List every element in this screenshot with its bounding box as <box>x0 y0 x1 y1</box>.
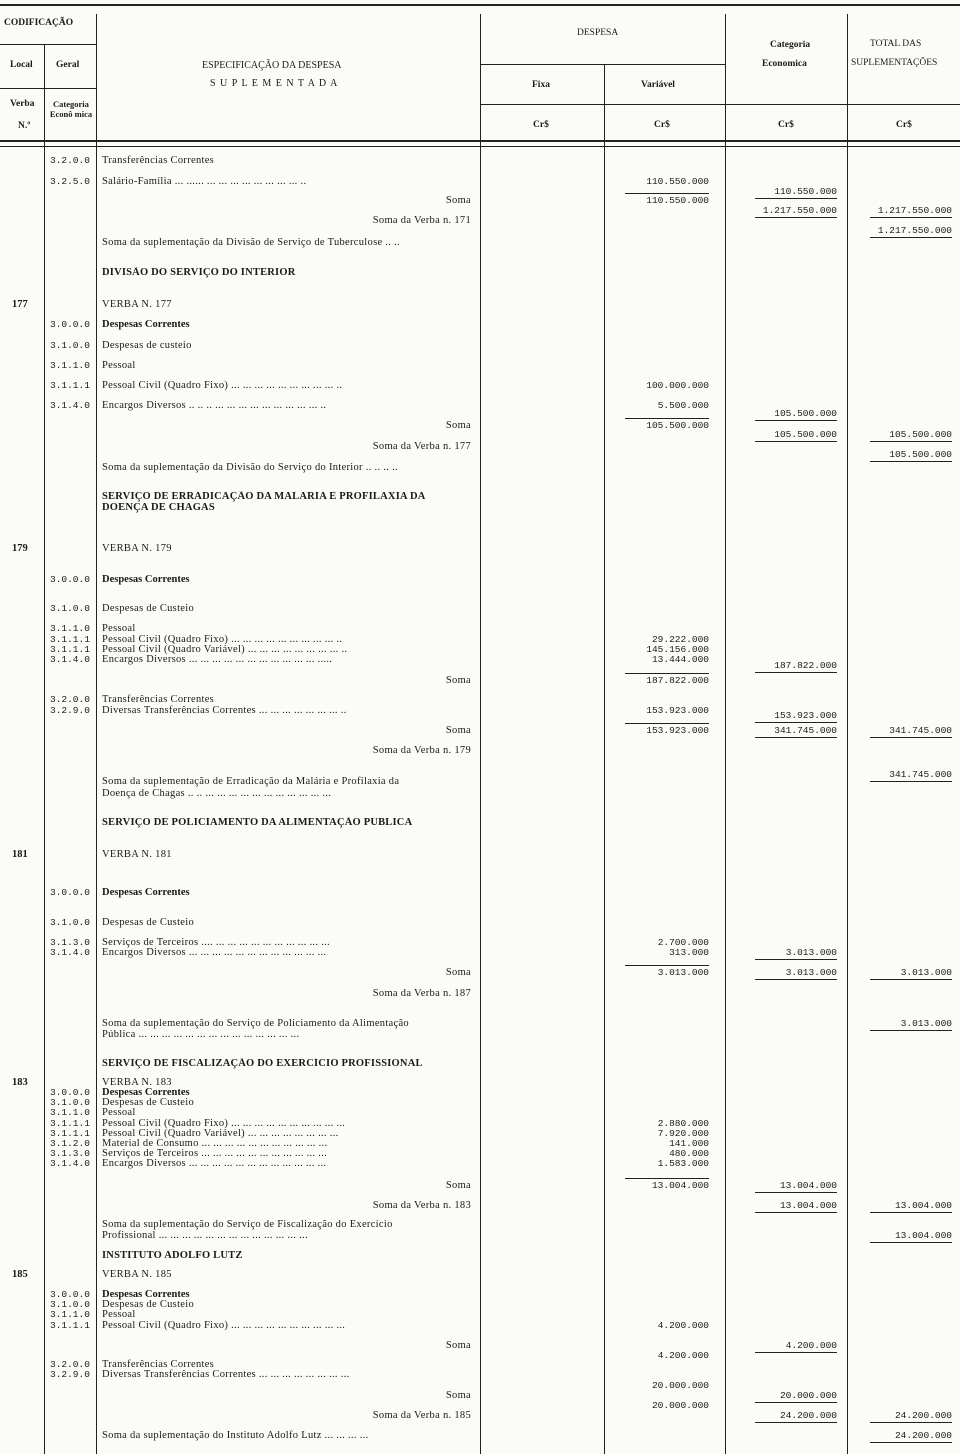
verba-number: 185 <box>12 1269 28 1280</box>
despesa-rule <box>480 64 725 65</box>
line-item-label: Soma da suplementação do Serviço de Policiamento da Alimentação <box>102 1018 409 1029</box>
total-underline <box>870 237 952 238</box>
sum-rule <box>625 193 709 194</box>
variavel-value: 141.000 <box>669 1138 709 1149</box>
line-item-label: Pessoal Civil (Quadro Fixo) ... ... ... ... ... ... ... ... ... ... <box>102 1118 346 1129</box>
hdr-especificacao: ESPECIFICAÇÃO DA DESPESA <box>202 60 342 71</box>
line-item-label: Soma da suplementação da Divisão de Serviço de Tuberculose .. .. <box>102 237 400 248</box>
line-item-label: Pessoal Civil (Quadro Fixo) ... ... ... ... ... ... ... ... ... .. <box>102 634 343 645</box>
cat-underline <box>755 217 837 218</box>
category-code: 3.1.0.0 <box>50 1097 90 1108</box>
category-code: 3.1.4.0 <box>50 1158 90 1169</box>
line-item-label: Despesas de Custeio <box>102 603 195 614</box>
variavel-value: 3.013.000 <box>657 967 709 978</box>
hdr-geral: Geral <box>56 60 80 70</box>
variavel-value: 145.156.000 <box>646 644 709 655</box>
sum-rule <box>625 723 709 724</box>
line-item-label: Soma <box>445 675 471 686</box>
total-underline <box>870 781 952 782</box>
line-item-label: Encargos Diversos ... ... ... ... ... ... ... ... ... ... ... ..... <box>102 654 333 665</box>
category-code: 3.1.0.0 <box>50 603 90 614</box>
col-rule-fixa <box>604 64 605 1454</box>
category-code: 3.1.1.1 <box>50 1320 90 1331</box>
line-item-label: Soma <box>445 195 471 206</box>
cat-underline <box>755 672 837 673</box>
category-code: 3.1.1.0 <box>50 1107 90 1118</box>
category-code: 3.1.4.0 <box>50 400 90 411</box>
line-item-label: Soma da suplementação da Divisão do Serviço do Interior .. .. .. .. <box>102 462 398 473</box>
total-underline <box>870 217 952 218</box>
line-item-label: Soma da Verba n. 185 <box>372 1410 471 1421</box>
total-underline <box>870 737 952 738</box>
categoria-value: 4.200.000 <box>785 1340 837 1351</box>
section-heading: DOENÇA DE CHAGAS <box>102 502 215 513</box>
total-value: 341.745.000 <box>889 725 952 736</box>
line-item-label: Despesas Correntes <box>102 887 190 898</box>
cat-rule <box>725 104 960 105</box>
hdr-crs-tot: Cr$ <box>896 120 912 130</box>
sum-rule <box>625 418 709 419</box>
total-value: 3.013.000 <box>900 1018 952 1029</box>
cat-underline <box>755 420 837 421</box>
line-item-label: Pública ... ... ... ... ... ... ... ... ... ... ... ... ... ... <box>102 1029 300 1040</box>
category-code: 3.0.0.0 <box>50 1289 90 1300</box>
variavel-value: 1.583.000 <box>657 1158 709 1169</box>
cat-underline <box>755 1212 837 1213</box>
total-value: 13.004.000 <box>894 1230 952 1241</box>
variavel-value: 2.700.000 <box>657 937 709 948</box>
variavel-value: 105.500.000 <box>646 420 709 431</box>
total-value: 1.217.550.000 <box>877 205 952 216</box>
variavel-value: 110.550.000 <box>646 195 709 206</box>
hdr-total-das: TOTAL DAS <box>870 39 922 49</box>
categoria-value: 105.500.000 <box>774 429 837 440</box>
line-item-label: Pessoal <box>102 1107 136 1118</box>
line-item-label: Pessoal Civil (Quadro Variável) ... ... ... ... ... ... ... ... .. <box>102 644 348 655</box>
hdr-despesa: DESPESA <box>577 28 619 38</box>
line-item-label: Profissional ... ... ... ... ... ... ... ... ... ... ... ... ... <box>102 1230 308 1241</box>
hdr-fixa: Fixa <box>532 80 550 90</box>
top-rule <box>0 4 960 6</box>
line-item-label: Soma da suplementação do Instituto Adolfo Lutz ... ... ... ... <box>102 1430 369 1441</box>
hdr-variavel: Variável <box>641 80 675 90</box>
category-code: 3.0.0.0 <box>50 319 90 330</box>
line-item-label: Despesas Correntes <box>102 1087 190 1098</box>
cat-underline <box>755 441 837 442</box>
total-value: 341.745.000 <box>889 769 952 780</box>
variavel-value: 5.500.000 <box>657 400 709 411</box>
line-item-label: Pessoal <box>102 1309 136 1320</box>
hdr-categoria: Categoria <box>770 40 811 50</box>
hdr-suplementacoes: SUPLEMENTAÇÕES <box>851 58 938 68</box>
line-item-label: Diversas Transferências Correntes ... ... ... ... ... ... ... .. <box>102 705 347 716</box>
total-underline <box>870 1422 952 1423</box>
line-item-label: Soma da Verba n. 179 <box>372 745 471 756</box>
section-heading: INSTITUTO ADOLFO LUTZ <box>102 1250 243 1261</box>
total-underline <box>870 1442 952 1443</box>
hdr-crs-fixa: Cr$ <box>533 120 549 130</box>
line-item-label: VERBA N. 179 <box>102 543 172 554</box>
total-underline <box>870 461 952 462</box>
variavel-value: 29.222.000 <box>651 634 709 645</box>
variavel-value: 4.200.000 <box>657 1350 709 1361</box>
line-item-label: Despesas Correntes <box>102 574 190 585</box>
line-item-label: VERBA N. 183 <box>102 1077 172 1088</box>
variavel-value: 7.920.000 <box>657 1128 709 1139</box>
variavel-value: 153.923.000 <box>646 705 709 716</box>
hdr-codificacao: CODIFICAÇÃO <box>4 18 74 28</box>
hdr-verba: Verba <box>10 99 35 109</box>
category-code: 3.1.0.0 <box>50 340 90 351</box>
line-item-label: Soma da Verba n. 177 <box>372 441 471 452</box>
verba-number: 177 <box>12 299 28 310</box>
variavel-value: 187.822.000 <box>646 675 709 686</box>
line-item-label: Soma <box>445 1390 471 1401</box>
cat-underline <box>755 198 837 199</box>
variavel-value: 4.200.000 <box>657 1320 709 1331</box>
category-code: 3.1.4.0 <box>50 947 90 958</box>
total-value: 105.500.000 <box>889 449 952 460</box>
line-item-label: Pessoal Civil (Quadro Fixo) ... ... ... ... ... ... ... ... ... ... <box>102 1320 346 1331</box>
section-heading: SERVIÇO DE FISCALIZAÇÃO DO EXERCÍCIO PROFISSIONAL <box>102 1058 423 1069</box>
category-code: 3.1.0.0 <box>50 917 90 928</box>
section-heading: SERVIÇO DE ERRADICAÇÃO DA MALARIA E PROFILAXIA DA <box>102 491 426 502</box>
col-rule-var <box>725 14 726 1454</box>
line-item-label: Soma da suplementação do Serviço de Fiscalização do Exercício <box>102 1219 393 1230</box>
total-underline <box>870 441 952 442</box>
line-item-label: Transferências Correntes <box>102 694 215 705</box>
variavel-value: 153.923.000 <box>646 725 709 736</box>
categoria-value: 3.013.000 <box>785 947 837 958</box>
codif-rule <box>0 44 96 45</box>
category-code: 3.2.9.0 <box>50 1369 90 1380</box>
category-code: 3.1.1.1 <box>50 1128 90 1139</box>
total-value: 13.004.000 <box>894 1200 952 1211</box>
sum-rule <box>625 673 709 674</box>
total-underline <box>870 1212 952 1213</box>
line-item-label: Soma da suplementação de Erradicação da Malária e Profilaxia da <box>102 776 400 787</box>
category-code: 3.1.4.0 <box>50 654 90 665</box>
sum-rule <box>625 1178 709 1179</box>
cat-underline <box>755 722 837 723</box>
categoria-value: 20.000.000 <box>779 1390 837 1401</box>
line-item-label: VERBA N. 177 <box>102 299 172 310</box>
category-code: 3.1.1.0 <box>50 623 90 634</box>
category-code: 3.1.1.1 <box>50 380 90 391</box>
line-item-label: Serviços de Terceiros .... ... ... ... ... ... ... ... ... ... ... <box>102 937 330 948</box>
section-heading: DIVISÃO DO SERVIÇO DO INTERIOR <box>102 267 296 278</box>
line-item-label: Material de Consumo ... ... ... ... ... ... ... ... ... ... ... <box>102 1138 328 1149</box>
categoria-value: 3.013.000 <box>785 967 837 978</box>
category-code: 3.2.5.0 <box>50 176 90 187</box>
category-code: 3.1.2.0 <box>50 1138 90 1149</box>
categoria-value: 110.550.000 <box>774 186 837 197</box>
cat-underline <box>755 737 837 738</box>
categoria-value: 13.004.000 <box>779 1180 837 1191</box>
line-item-label: VERBA N. 181 <box>102 849 172 860</box>
category-code: 3.0.0.0 <box>50 574 90 585</box>
category-code: 3.1.1.1 <box>50 644 90 655</box>
cat-underline <box>755 1402 837 1403</box>
total-value: 3.013.000 <box>900 967 952 978</box>
category-code: 3.2.0.0 <box>50 1359 90 1370</box>
section-heading: SERVIÇO DE POLICIAMENTO DA ALIMENTAÇÃO PÚBLICA <box>102 817 413 828</box>
line-item-label: Soma <box>445 967 471 978</box>
line-item-label: Encargos Diversos .. .. .. ... ... ... ... ... ... ... ... ... .. <box>102 400 327 411</box>
category-code: 3.1.1.1 <box>50 634 90 645</box>
fixa-rule <box>480 104 725 105</box>
line-item-label: Pessoal <box>102 623 136 634</box>
total-underline <box>870 979 952 980</box>
line-item-label: Doença de Chagas .. .. ... ... ... ... ... ... ... ... ... ... ... <box>102 788 332 799</box>
hdr-suplementada: S U P L E M E N T A D A <box>210 78 339 89</box>
line-item-label: Soma <box>445 420 471 431</box>
category-code: 3.1.3.0 <box>50 937 90 948</box>
line-item-label: Salário-Família ... ...... ... ... ... ... ... ... ... ... .. <box>102 176 307 187</box>
categoria-value: 187.822.000 <box>774 660 837 671</box>
hdr-economica: Economica <box>762 59 807 69</box>
col-rule-cat <box>847 14 848 1454</box>
line-item-label: Pessoal <box>102 360 136 371</box>
line-item-label: Despesas Correntes <box>102 319 190 330</box>
category-code: 3.0.0.0 <box>50 887 90 898</box>
category-code: 3.2.9.0 <box>50 705 90 716</box>
hdr-no: N.º <box>18 121 31 131</box>
category-code: 3.2.0.0 <box>50 694 90 705</box>
variavel-value: 480.000 <box>669 1148 709 1159</box>
variavel-value: 20.000.000 <box>651 1400 709 1411</box>
line-item-label: Pessoal Civil (Quadro Variável) ... ... ... ... ... ... ... ... <box>102 1128 339 1139</box>
col-rule-local <box>44 44 45 1454</box>
line-item-label: Despesas Correntes <box>102 1289 190 1300</box>
categoria-value: 153.923.000 <box>774 710 837 721</box>
line-item-label: Despesas de Custeio <box>102 917 195 928</box>
category-code: 3.0.0.0 <box>50 1087 90 1098</box>
categoria-value: 341.745.000 <box>774 725 837 736</box>
total-underline <box>870 1242 952 1243</box>
line-item-label: Serviços de Terceiros ... ... ... ... ... ... ... ... ... ... ... <box>102 1148 328 1159</box>
line-item-label: Pessoal Civil (Quadro Fixo) ... ... ... ... ... ... ... ... ... .. <box>102 380 343 391</box>
col-rule-code <box>96 14 97 1454</box>
total-value: 105.500.000 <box>889 429 952 440</box>
line-item-label: Encargos Diversos ... ... ... ... ... ... ... ... ... ... ... ... <box>102 947 327 958</box>
categoria-value: 1.217.550.000 <box>762 205 837 216</box>
cat-underline <box>755 1422 837 1423</box>
local-rule <box>0 88 96 89</box>
line-item-label: Soma da Verba n. 171 <box>372 215 471 226</box>
categoria-value: 105.500.000 <box>774 408 837 419</box>
col-rule-spec <box>480 14 481 1454</box>
verba-number: 181 <box>12 849 28 860</box>
hdr-crs-cat: Cr$ <box>778 120 794 130</box>
line-item-label: Soma da Verba n. 187 <box>372 988 471 999</box>
category-code: 3.1.0.0 <box>50 1299 90 1310</box>
line-item-label: VERBA N. 185 <box>102 1269 172 1280</box>
cat-underline <box>755 1352 837 1353</box>
hdr-local: Local <box>10 60 33 70</box>
variavel-value: 13.444.000 <box>651 654 709 665</box>
cat-underline <box>755 959 837 960</box>
line-item-label: Soma <box>445 1180 471 1191</box>
category-code: 3.1.1.0 <box>50 1309 90 1320</box>
verba-number: 179 <box>12 543 28 554</box>
sum-rule <box>625 965 709 966</box>
hdr-crs-var: Cr$ <box>654 120 670 130</box>
total-underline <box>870 1030 952 1031</box>
line-item-label: Soma <box>445 725 471 736</box>
cat-underline <box>755 1192 837 1193</box>
categoria-value: 13.004.000 <box>779 1200 837 1211</box>
cat-underline <box>755 979 837 980</box>
hdr-categoria-eco: Categoria Econô mica <box>49 99 93 119</box>
total-value: 1.217.550.000 <box>877 225 952 236</box>
variavel-value: 313.000 <box>669 947 709 958</box>
category-code: 3.1.1.0 <box>50 360 90 371</box>
line-item-label: Transferências Correntes <box>102 1359 215 1370</box>
line-item-label: Soma <box>445 1340 471 1351</box>
variavel-value: 20.000.000 <box>651 1380 709 1391</box>
line-item-label: Transferências Correntes <box>102 155 215 166</box>
line-item-label: Soma da Verba n. 183 <box>372 1200 471 1211</box>
category-code: 3.1.3.0 <box>50 1148 90 1159</box>
categoria-value: 24.200.000 <box>779 1410 837 1421</box>
total-value: 24.200.000 <box>894 1430 952 1441</box>
variavel-value: 110.550.000 <box>646 176 709 187</box>
variavel-value: 13.004.000 <box>651 1180 709 1191</box>
line-item-label: Despesas de custeio <box>102 340 192 351</box>
variavel-value: 2.880.000 <box>657 1118 709 1129</box>
line-item-label: Despesas de Custeio <box>102 1299 195 1310</box>
category-code: 3.2.0.0 <box>50 155 90 166</box>
line-item-label: Despesas de Custeio <box>102 1097 195 1108</box>
verba-number: 183 <box>12 1077 28 1088</box>
total-value: 24.200.000 <box>894 1410 952 1421</box>
category-code: 3.1.1.1 <box>50 1118 90 1129</box>
variavel-value: 100.000.000 <box>646 380 709 391</box>
line-item-label: Encargos Diversos ... ... ... ... ... ... ... ... ... ... ... ... <box>102 1158 327 1169</box>
line-item-label: Diversas Transferências Correntes ... ... ... ... ... ... ... ... <box>102 1369 350 1380</box>
